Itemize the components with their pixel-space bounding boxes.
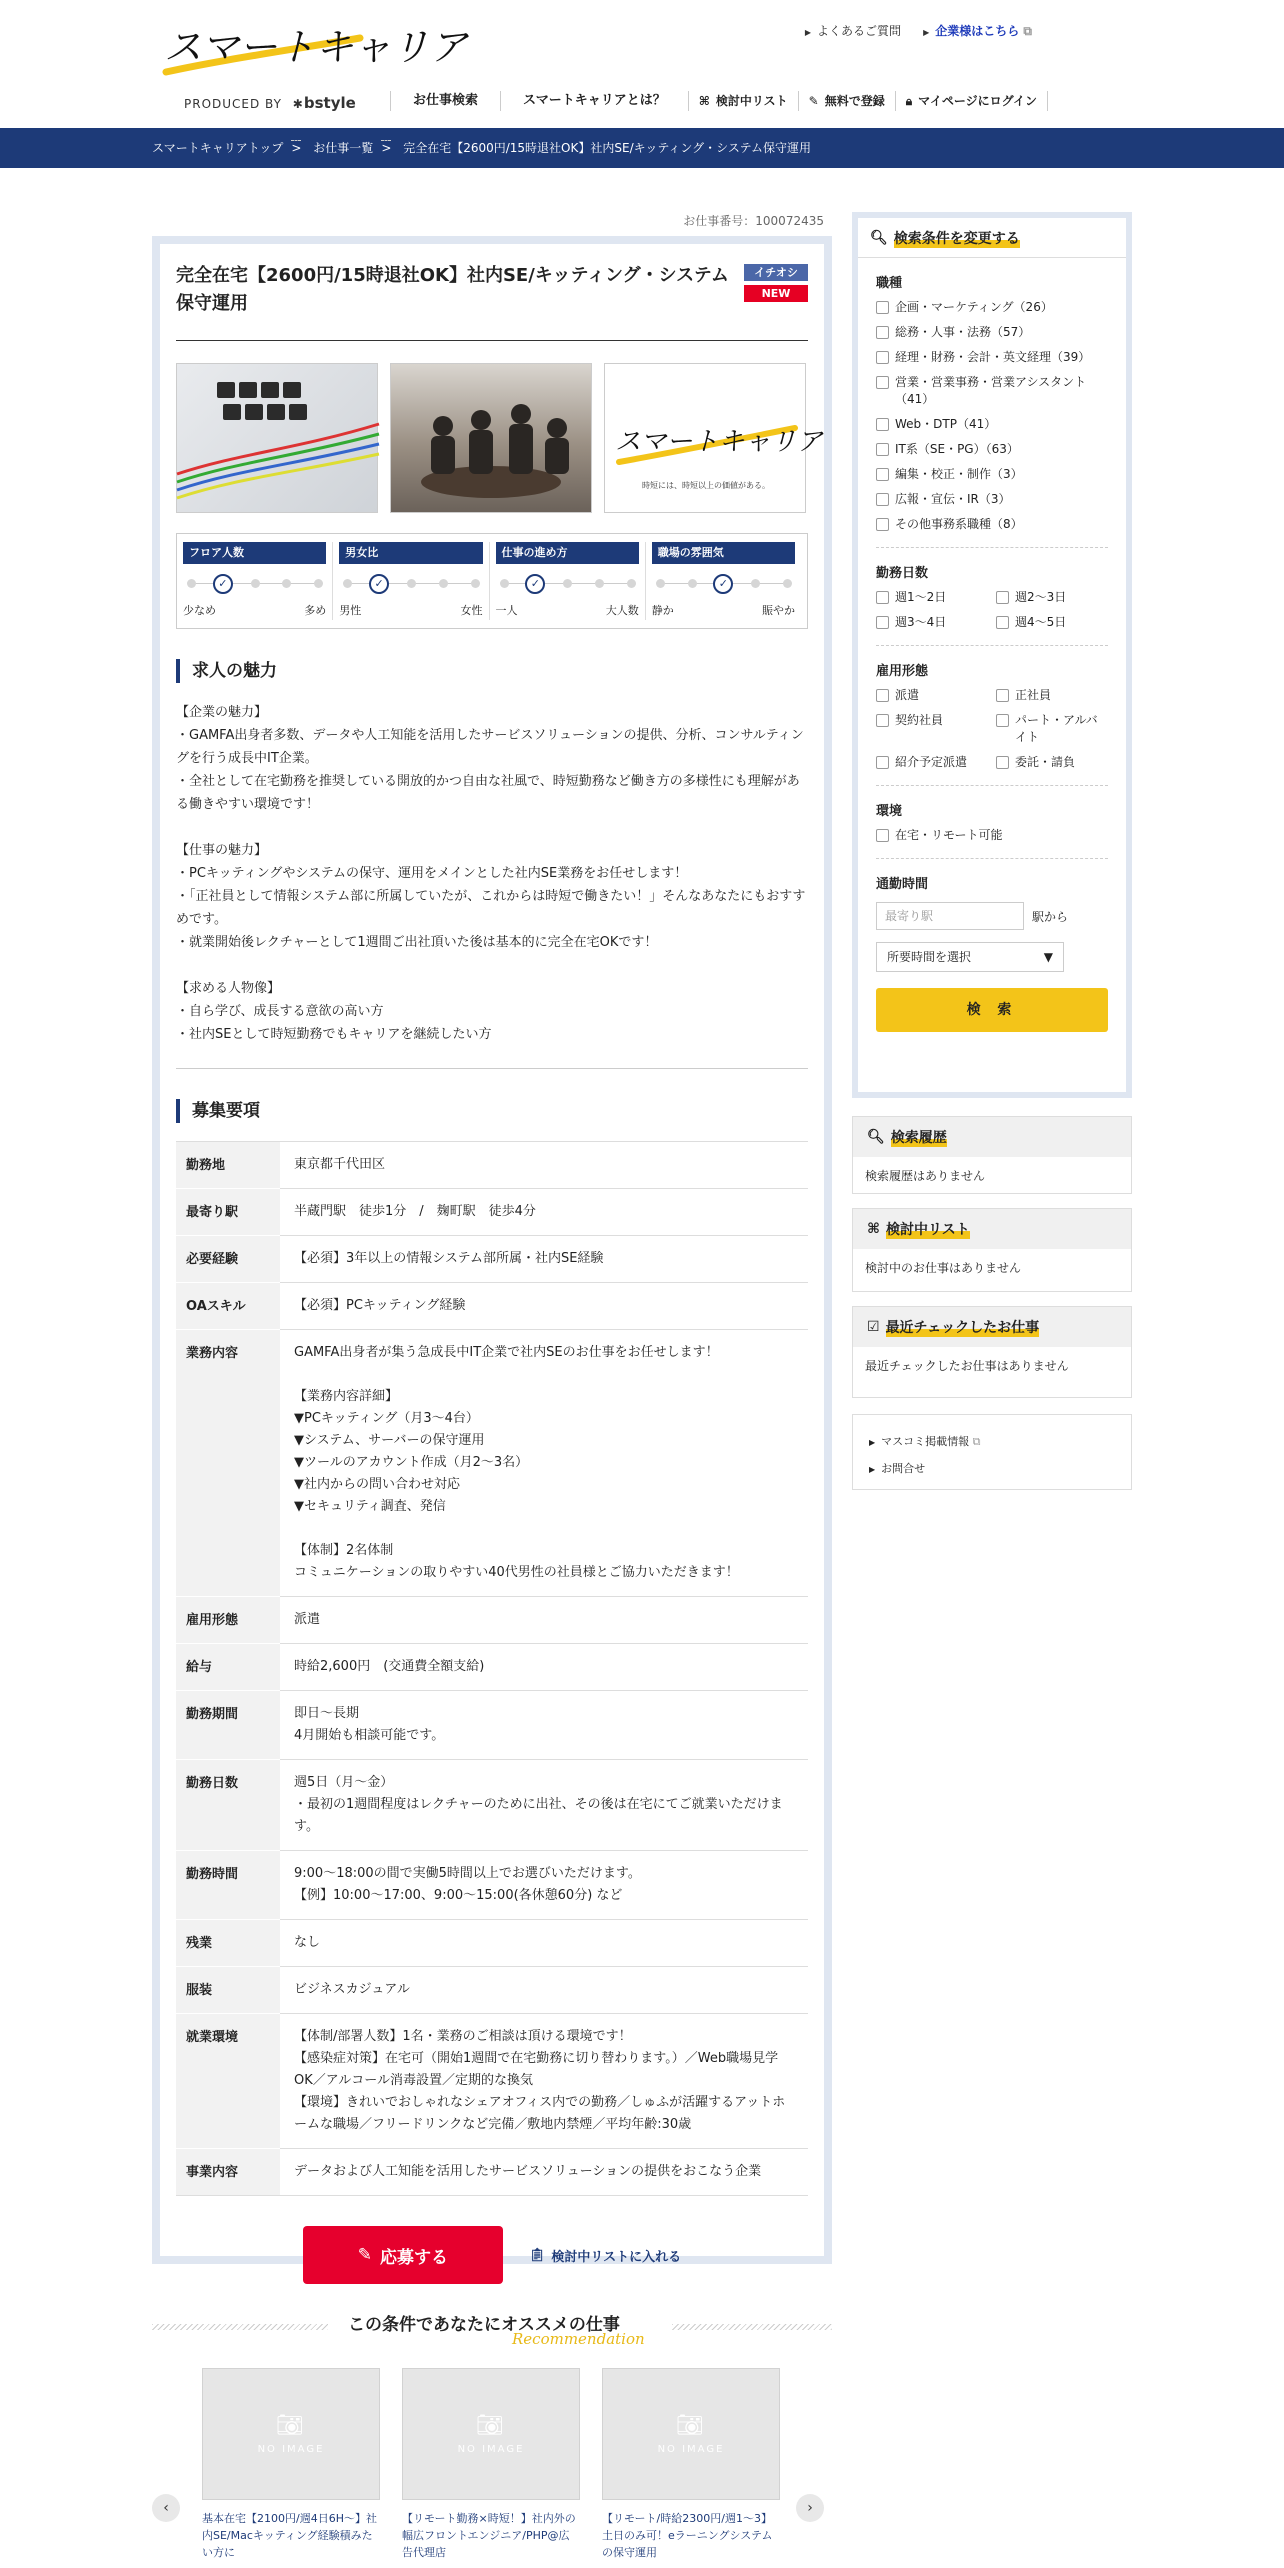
days-heading: 勤務日数 xyxy=(876,566,929,581)
appeal-text: 【企業の魅力】 ・GAMFA出身者多数、データや人工知能を活用したサービスソリューションの提供、分析、コンサルティングを行う成長中IT企業。 ・全社として在宅勤務を推奨している開放的かつ自由な社風で、時短勤務など働き方の多様性にも理解がある働きやすい環境です！ 【仕事の魅力】 ・PCキッティングやシステムの保守、運用をメインとした社内SE業務をお任せします！ ・「正社員として情報システム部に所属していたが、これからは時短で働きたい！」そんなあなたにもおすすめです。 ・就業開始後レクチャーとして1週間ご出社頂いた後は基本的に完全在宅OKです！ 【求める人物像】 ・自ら学び、成長する意欲の高い方 ・社内SEとして時短勤務でもキャリアを継続したい方 xyxy=(176,705,806,1042)
recently-viewed-box: ☑ 最近チェックしたお仕事 最近チェックしたお仕事はありません xyxy=(852,1306,1132,1398)
breadcrumb: スマートキャリアトップ > お仕事一覧 > 完全在宅【2600円/15時退社OK】社内SE/キッティング・システム保守運用 xyxy=(0,128,1284,168)
requirement-label: 勤務時間 xyxy=(176,1851,280,1920)
caret-down-icon: ▼ xyxy=(1043,950,1053,964)
carousel-prev-button[interactable]: ‹ xyxy=(152,2494,180,2522)
meter-right-label: 賑やか xyxy=(762,604,795,617)
triangle-icon: ▶ xyxy=(869,1438,876,1447)
tag-icon: ⌘ xyxy=(698,94,710,108)
requirement-label: 勤務日数 xyxy=(176,1760,280,1851)
requirement-value: 【必須】PCキッティング経験 xyxy=(280,1283,808,1330)
work-days-option[interactable] xyxy=(996,589,1108,606)
requirement-value: 派遣 xyxy=(280,1597,808,1644)
requirement-row xyxy=(176,1597,808,1644)
job-type-option[interactable] xyxy=(876,416,1108,433)
requirement-row xyxy=(176,2014,808,2149)
requirement-row xyxy=(176,1236,808,1283)
checkbox-label: 週3～4日 xyxy=(895,615,947,629)
meter-track xyxy=(660,574,787,594)
badge-pickup: イチオシ xyxy=(744,264,808,281)
stripe-decoration-left xyxy=(152,2324,328,2330)
favorites-empty: 検討中のお仕事はありません xyxy=(865,1261,1022,1275)
meter-dot xyxy=(751,579,760,588)
faq-label: よくあるご質問 xyxy=(817,24,902,38)
job-type-option[interactable] xyxy=(876,466,1108,483)
meter-dot xyxy=(282,579,291,588)
requirement-value: 9:00～18:00の間で実働5時間以上でお選びいただけます。 【例】10:00～17:00、9:00～15:00(各休憩60分) など xyxy=(280,1851,808,1920)
meter-dot xyxy=(471,579,480,588)
requirement-row xyxy=(176,1142,808,1189)
requirement-value: 東京都千代田区 xyxy=(280,1142,808,1189)
camera-icon: 📷︎ xyxy=(276,2413,306,2438)
meter-right-label: 女性 xyxy=(460,604,483,617)
svg-text:時短には、時短以上の価値がある。: 時短には、時短以上の価値がある。 xyxy=(642,481,770,490)
nav-login[interactable]: 🔒︎ マイページにログイン xyxy=(895,91,1048,111)
triangle-icon: ▶ xyxy=(869,1465,876,1474)
checkbox[interactable] xyxy=(876,756,889,769)
recommend-header xyxy=(152,2310,832,2350)
requirement-value: 時給2,600円 (交通費全額支給) xyxy=(280,1644,808,1691)
requirement-label: 勤務地 xyxy=(176,1142,280,1189)
commute-heading: 通勤時間 xyxy=(876,877,929,892)
checkbox[interactable] xyxy=(876,829,889,842)
checkbox[interactable] xyxy=(996,689,1009,702)
requirement-row xyxy=(176,1644,808,1691)
work-days-option[interactable] xyxy=(876,614,988,631)
job-badges xyxy=(744,264,808,306)
requirement-row xyxy=(176,2149,808,2196)
requirement-row xyxy=(176,1760,808,1851)
checkbox-label: その他事務系職種（8） xyxy=(895,517,1023,531)
apply-button[interactable]: ✎ 応募する xyxy=(303,2226,503,2284)
meter-label: 職場の雰囲気 xyxy=(652,542,795,564)
recommend-item[interactable] xyxy=(602,2368,780,2561)
meter-dot xyxy=(627,579,636,588)
job-type-option[interactable] xyxy=(876,349,1108,366)
checkbox-label: 営業・営業事務・営業アシスタント（41） xyxy=(895,375,1087,406)
checkbox[interactable] xyxy=(876,301,889,314)
meter-dot xyxy=(656,579,665,588)
requirement-row xyxy=(176,1330,808,1597)
title-divider xyxy=(176,340,808,341)
meter-selected-check-icon: ✓ xyxy=(713,574,733,594)
job-type-option[interactable] xyxy=(876,441,1108,458)
recommend-title[interactable]: 【リモート勤務×時短！】社内外の幅広フロントエンジニア/PHP@広告代理店 xyxy=(402,2512,576,2559)
job-type-heading: 職種 xyxy=(876,276,903,291)
checkbox-label: 派遣 xyxy=(895,688,920,702)
requirement-label: 必要経験 xyxy=(176,1236,280,1283)
station-input[interactable]: 最寄り駅 xyxy=(876,902,1024,930)
svg-text:スマートキャリア: スマートキャリア xyxy=(615,427,823,457)
pen-icon: ✎ xyxy=(808,94,819,108)
requirement-label: 服装 xyxy=(176,1967,280,2014)
requirements-table xyxy=(176,1141,808,2196)
checkbox[interactable] xyxy=(876,443,889,456)
checkbox[interactable] xyxy=(876,351,889,364)
job-images xyxy=(176,363,823,513)
checkbox-label: パート・アルバイト xyxy=(1015,713,1098,744)
brand-name: bstyle xyxy=(303,94,356,112)
checkbox[interactable] xyxy=(876,326,889,339)
meter-track xyxy=(191,574,318,594)
checkbox[interactable] xyxy=(876,616,889,629)
nav-about[interactable]: スマートキャリアとは？ xyxy=(500,91,688,111)
triangle-icon: ▶ xyxy=(804,28,812,37)
environment-option[interactable] xyxy=(876,827,1108,844)
requirement-row xyxy=(176,1967,808,2014)
requirement-row xyxy=(176,1283,808,1330)
checkbox[interactable] xyxy=(876,376,889,389)
external-link-icon: ⧉ xyxy=(1023,24,1032,38)
workplace-meter xyxy=(496,542,646,620)
checkbox-label: 週2～3日 xyxy=(1015,590,1067,604)
meeting-photo xyxy=(390,363,592,513)
employment-type-option[interactable] xyxy=(876,687,988,704)
meter-dot xyxy=(783,579,792,588)
svg-text:スマートキャリア: スマートキャリア xyxy=(164,25,468,69)
meter-track xyxy=(347,574,474,594)
job-type-option[interactable] xyxy=(876,374,1108,408)
checkbox-label: 総務・人事・法務（57） xyxy=(895,325,1031,339)
employment-type-option[interactable] xyxy=(996,687,1108,704)
nav-favorites[interactable]: ⌘ 検討中リスト xyxy=(688,91,798,111)
edit-icon: ✎ xyxy=(357,2245,372,2265)
employment-type-option[interactable] xyxy=(876,712,988,746)
camera-icon: 📷︎ xyxy=(476,2413,506,2438)
checkbox-label: 広報・宣伝・IR（3） xyxy=(895,492,1011,506)
requirement-value: ビジネスカジュアル xyxy=(280,1967,808,2014)
work-days-option[interactable] xyxy=(876,589,988,606)
search-history-box: 🔍︎ 検索履歴 検索履歴はありません xyxy=(852,1116,1132,1194)
job-actions xyxy=(176,2226,808,2284)
job-detail-card xyxy=(152,236,832,2268)
recommend-heading: この条件であなたにオススメの仕事 xyxy=(348,2315,620,2335)
lock-icon: 🔒︎ xyxy=(905,94,913,108)
meter-left-label: 男性 xyxy=(339,604,362,617)
checkbox-label: 正社員 xyxy=(1015,688,1052,702)
requirement-label: 事業内容 xyxy=(176,2149,280,2196)
checkbox-label: 企画・マーケティング（26） xyxy=(895,300,1053,314)
meter-dot xyxy=(343,579,352,588)
employment-type-option[interactable] xyxy=(876,754,988,771)
recommend-item[interactable] xyxy=(402,2368,580,2561)
requirement-value: GAMFA出身者が集う急成長中IT企業で社内SEのお仕事をお任せします！ 【業務内容詳細】 ▼PCキッティング（月3～4台） ▼システム、サーバーの保守運用 ▼ツールのアカウント作成（月2～3名） ▼社内からの問い合わせ対応 ▼セキュリティ調査、発信 【体制】2名体制 コミュニケーションの取りやすい40代男性の社員様とご協力いただきます！ xyxy=(280,1330,808,1597)
meter-left-label: 静か xyxy=(651,604,674,617)
no-image-placeholder: 📷︎ NO IMAGE xyxy=(602,2368,780,2500)
requirement-value: データおよび人工知能を活用したサービスソリューションの提供をおこなう企業 xyxy=(280,2149,808,2196)
requirement-row xyxy=(176,1691,808,1760)
meter-label: 男女比 xyxy=(339,542,482,564)
meter-left-label: 少なめ xyxy=(183,604,216,617)
history-search-icon: 🔍︎ xyxy=(867,1129,885,1145)
carousel-next-button[interactable]: › xyxy=(796,2494,824,2522)
contact-link[interactable]: ▶ お問合せ xyxy=(869,1462,926,1475)
produced-by-label: PRODUCED BY xyxy=(184,97,282,111)
meter-dot xyxy=(439,579,448,588)
checkbox-label: 委託・請負 xyxy=(1015,755,1076,769)
employment-heading: 雇用形態 xyxy=(876,664,929,679)
environment-heading: 環境 xyxy=(876,804,903,819)
requirement-value: 即日～長期 4月開始も相談可能です。 xyxy=(280,1691,808,1760)
no-image-placeholder: 📷︎ NO IMAGE xyxy=(202,2368,380,2500)
search-icon: 🔍︎ xyxy=(870,229,888,246)
top-links xyxy=(805,22,1032,39)
recommend-carousel xyxy=(152,2368,832,2568)
checkbox[interactable] xyxy=(876,714,889,727)
requirement-value: 【必須】3年以上の情報システム部所属・社内SE経験 xyxy=(280,1236,808,1283)
checkbox[interactable] xyxy=(996,591,1009,604)
requirement-label: 就業環境 xyxy=(176,2014,280,2149)
no-image-placeholder: 📷︎ NO IMAGE xyxy=(402,2368,580,2500)
clipboard-icon: 📋︎ xyxy=(528,2247,546,2263)
requirement-label: OAスキル xyxy=(176,1283,280,1330)
checklist-icon: ☑ xyxy=(867,1319,880,1335)
section-divider xyxy=(176,1068,808,1069)
requirement-value: 週5日（月～金） ・最初の1週間程度はレクチャーのために出社、その後は在宅にてご就業いただけます。 xyxy=(280,1760,808,1851)
search-panel-header: 🔍︎ 検索条件を変更する xyxy=(858,218,1126,258)
work-days-option[interactable] xyxy=(996,614,1108,631)
checkbox-label: 経理・財務・会計・英文経理（39） xyxy=(895,350,1091,364)
tag-icon: ⌘ xyxy=(867,1221,880,1237)
workplace-meters xyxy=(176,533,808,629)
requirement-label: 雇用形態 xyxy=(176,1597,280,1644)
requirement-value: なし xyxy=(280,1920,808,1967)
checkbox[interactable] xyxy=(876,493,889,506)
employment-type-option[interactable] xyxy=(996,754,1108,771)
requirement-value: 【体制/部署人数】1名・業務のご相談は頂ける環境です！ 【感染症対策】在宅可（開始1週間で在宅勤務に切り替わります。）／Web職場見学OK／アルコール消毒設置／定期的な換気 【環境】きれいでおしゃれなシェアオフィス内での勤務／しゅふが活躍するアットホームな職場／フリードリンクなど完備／敷地内禁煙／平均年齢:30歳 xyxy=(280,2014,808,2149)
camera-icon: 📷︎ xyxy=(676,2413,706,2438)
requirement-label: 最寄り駅 xyxy=(176,1189,280,1236)
recommend-script: Recommendation xyxy=(512,2330,645,2348)
checkbox-label: 編集・校正・制作（3） xyxy=(895,467,1023,481)
requirement-value: 半蔵門駅 徒歩1分 / 麹町駅 徒歩4分 xyxy=(280,1189,808,1236)
checkbox-label: Web・DTP（41） xyxy=(895,417,997,431)
site-logo[interactable] xyxy=(160,8,468,88)
meter-dot xyxy=(251,579,260,588)
checkbox-label: IT系（SE・PG）（63） xyxy=(895,442,1019,456)
triangle-icon: ▶ xyxy=(923,28,930,37)
checkbox-label: 週4～5日 xyxy=(1015,615,1067,629)
requirement-label: 残業 xyxy=(176,1920,280,1967)
workplace-meter xyxy=(652,542,801,620)
company-logo-image xyxy=(604,363,823,513)
checkbox[interactable] xyxy=(876,468,889,481)
checkbox[interactable] xyxy=(876,518,889,531)
external-link-icon: ⧉ xyxy=(972,1435,981,1448)
workplace-meter xyxy=(183,542,333,620)
recommend-title[interactable]: 【リモート/時給2300円/週1～3】土日のみ可！eラーニングシステムの保守運用 xyxy=(602,2512,773,2559)
job-type-option[interactable] xyxy=(876,299,1108,316)
requirement-label: 給与 xyxy=(176,1644,280,1691)
requirement-label: 勤務期間 xyxy=(176,1691,280,1760)
add-to-favorites-link[interactable]: 📋︎ 検討中リストに入れる xyxy=(528,2247,682,2265)
checkbox[interactable] xyxy=(996,616,1009,629)
search-button[interactable]: 検 索 xyxy=(876,988,1108,1032)
produced-by xyxy=(184,94,356,112)
breadcrumb-job-list[interactable]: お仕事一覧 xyxy=(313,141,374,155)
job-title: 完全在宅【2600円/15時退社OK】社内SE/キッティング・システム保守運用 xyxy=(176,265,729,314)
recommend-title[interactable]: 基本在宅【2100円/週4日6H～】社内SE/Macキッティング経験積みたい方に xyxy=(202,2512,377,2559)
faq-link[interactable] xyxy=(805,22,901,39)
checkbox-label: 契約社員 xyxy=(895,713,944,727)
checkbox-label: 在宅・リモート可能 xyxy=(895,828,1003,842)
checkbox-label: 週1～2日 xyxy=(895,590,947,604)
appeal-heading: 求人の魅力 xyxy=(176,659,808,683)
checkbox[interactable] xyxy=(876,591,889,604)
search-history-empty: 検索履歴はありません xyxy=(865,1169,986,1183)
search-panel xyxy=(852,212,1132,1098)
corporate-link[interactable] xyxy=(923,22,1032,39)
meter-selected-check-icon: ✓ xyxy=(213,574,233,594)
workplace-meter xyxy=(339,542,489,620)
meter-right-label: 大人数 xyxy=(605,604,639,617)
nav-job-search[interactable]: お仕事検索 xyxy=(390,91,500,111)
recommend-item[interactable] xyxy=(202,2368,380,2561)
breadcrumb-top[interactable]: スマートキャリアトップ xyxy=(152,141,284,155)
requirement-row xyxy=(176,1851,808,1920)
meter-selected-check-icon: ✓ xyxy=(369,574,389,594)
checkbox[interactable] xyxy=(996,714,1009,727)
station-suffix: 駅から xyxy=(1032,909,1069,924)
job-number: お仕事番号：100072435 xyxy=(683,214,824,228)
meter-dot xyxy=(314,579,323,588)
meter-dot xyxy=(595,579,604,588)
badge-new: NEW xyxy=(744,285,808,302)
job-type-option[interactable] xyxy=(876,491,1108,508)
requirement-label: 業務内容 xyxy=(176,1330,280,1597)
bstyle-icon: ✱ xyxy=(292,97,304,111)
meter-dot xyxy=(563,579,572,588)
commute-time-select[interactable]: 所要時間を選択 ▼ xyxy=(876,942,1064,972)
keyboard-cables-photo xyxy=(176,363,378,513)
favorites-box: ⌘ 検討中リスト 検討中のお仕事はありません xyxy=(852,1208,1132,1292)
job-type-option[interactable] xyxy=(876,516,1108,533)
stripe-decoration-right xyxy=(672,2324,832,2330)
meter-label: 仕事の進め方 xyxy=(496,542,639,564)
nav-register[interactable]: ✎ 無料で登録 xyxy=(798,91,895,111)
meter-dot xyxy=(407,579,416,588)
meter-label: フロア人数 xyxy=(183,542,326,564)
meter-right-label: 多め xyxy=(304,604,327,617)
checkbox-label: 紹介予定派遣 xyxy=(895,755,968,769)
checkbox[interactable] xyxy=(876,689,889,702)
recently-viewed-empty: 最近チェックしたお仕事はありません xyxy=(865,1359,1069,1373)
footer-links-box xyxy=(852,1414,1132,1490)
meter-dot xyxy=(688,579,697,588)
requirement-row xyxy=(176,1920,808,1967)
meter-selected-check-icon: ✓ xyxy=(525,574,545,594)
requirement-row xyxy=(176,1189,808,1236)
job-type-option[interactable] xyxy=(876,324,1108,341)
meter-left-label: 一人 xyxy=(495,604,518,617)
employment-type-option[interactable] xyxy=(996,712,1108,746)
checkbox[interactable] xyxy=(996,756,1009,769)
requirements-heading: 募集要項 xyxy=(176,1099,808,1123)
main-nav xyxy=(390,84,1048,118)
checkbox[interactable] xyxy=(876,418,889,431)
breadcrumb-current: 完全在宅【2600円/15時退社OK】社内SE/キッティング・システム保守運用 xyxy=(403,141,811,155)
media-link[interactable]: ▶ マスコミ掲載情報 ⧉ xyxy=(869,1435,981,1448)
meter-dot xyxy=(187,579,196,588)
meter-dot xyxy=(500,579,509,588)
site-header xyxy=(0,0,1284,128)
meter-track xyxy=(504,574,631,594)
corporate-label: 企業様はこちら xyxy=(935,24,1020,38)
